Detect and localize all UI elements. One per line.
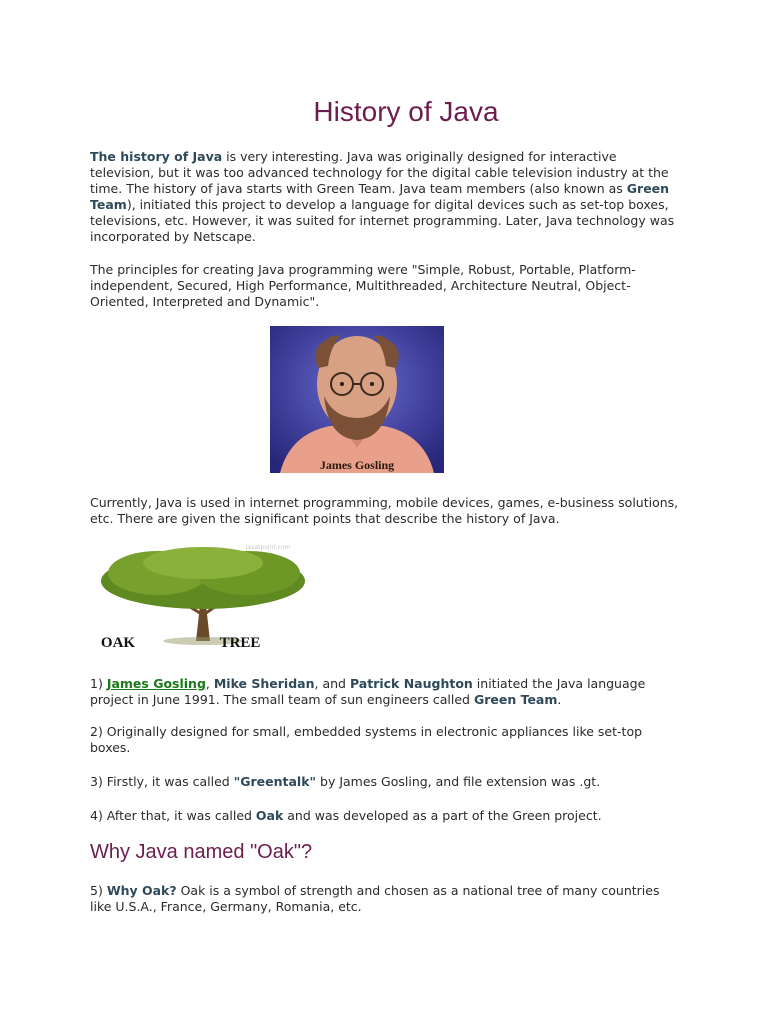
intro-paragraph [90,149,680,245]
watermark-text: javatpoint.com [245,544,291,551]
point-4 [90,808,680,824]
point-1-green-team-highlight: Green Team [473,692,558,707]
patrick-naughton-highlight: Patrick Naughton [349,676,473,691]
point-1 [90,676,680,708]
point-2: 2) Originally designed for small, embedded systems in electronic appliances like set-top boxes. [90,724,643,755]
point-3 [90,774,680,790]
oak-word: OAK [100,635,136,651]
green-team-highlight: Green Team [90,181,670,212]
principles-paragraph: The principles for creating Java programming were "Simple, Robust, Portable, Platform-independent, Secured, High Performance, Multithreaded, Architecture Neutral, Object-Oriented, Interpreted and Dynamic". [90,262,636,309]
intro-text-1: is very interesting. Java was originally designed for interactive television, but it was too advanced technology for the digital cable television industry at the time. The history of java starts with Green Team. Java team members (also known as [90,149,669,196]
oak-highlight: Oak [255,808,284,823]
point-1-text: initiated the Java language project in June 1991. The small team of sun engineers called [90,676,646,707]
james-gosling-photo [270,326,444,473]
page-title: History of Java [313,96,499,127]
eye-right [370,382,374,386]
intro-text-2: ), initiated this project to develop a language for digital devices such as set-top boxes, televisions, etc. However, it was suited for internet programming. Later, Java technology was incorporated by Netscape. [90,197,675,244]
tree-word: TREE [219,635,261,651]
canopy-top [143,547,263,579]
point-1-end: . [557,692,562,707]
point-1-number: 1) [90,676,107,691]
james-gosling-link[interactable]: James Gosling [106,676,206,691]
greentalk-highlight: "Greentalk" [233,774,317,789]
history-of-java-highlight: The history of Java [90,149,223,164]
why-oak-heading: Why Java named "Oak"? [90,841,313,863]
point-4-before: 4) After that, it was called [90,808,256,823]
why-oak-highlight: Why Oak? [106,883,177,898]
point-3-after: by James Gosling, and file extension was .gt. [316,774,601,789]
point-3-before: 3) Firstly, it was called [90,774,234,789]
oak-tree-image [88,543,318,653]
point-5-text: Oak is a symbol of strength and chosen as a national tree of many countries like U.S.A., France, Germany, Romania, etc. [90,883,660,914]
point-5-number: 5) [90,883,107,898]
point-1-sep-2: , and [314,676,350,691]
portrait-caption: James Gosling [319,458,395,472]
mike-sheridan-highlight: Mike Sheridan [213,676,315,691]
eye-left [340,382,344,386]
point-1-sep-1: , [205,676,214,691]
currently-paragraph: Currently, Java is used in internet programming, mobile devices, games, e-business solutions, etc. There are given the significant points that describe the history of Java. [90,495,679,526]
point-4-after: and was developed as a part of the Green project. [283,808,602,823]
point-5 [90,883,680,915]
